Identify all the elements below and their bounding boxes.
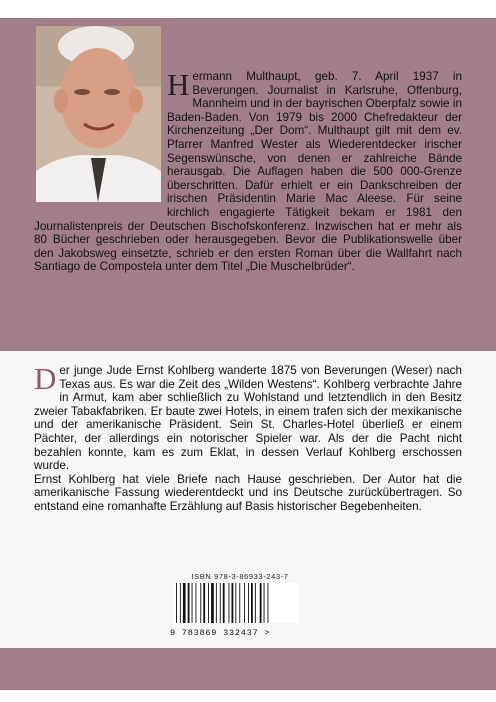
bio-drop-cap: H (167, 67, 190, 102)
barcode-bar (183, 583, 186, 623)
isbn-barcode (170, 572, 310, 638)
barcode-bar (239, 583, 240, 623)
barcode-bar (192, 583, 193, 623)
barcode-bar (200, 583, 201, 623)
barcode-bars (174, 583, 298, 623)
book-synopsis (34, 361, 462, 514)
barcode-bar (248, 583, 249, 623)
barcode-bar (211, 583, 214, 623)
barcode-bar (229, 583, 230, 623)
barcode-bar (180, 583, 181, 623)
barcode-bar (220, 583, 221, 623)
barcode-number: 9 783869 332437 (170, 628, 259, 638)
author-bio (34, 67, 462, 274)
bottom-margin (0, 690, 496, 702)
barcode-number-row (170, 628, 310, 638)
barcode-bar (203, 583, 205, 623)
synopsis-drop-cap: D (34, 361, 57, 396)
synopsis-paragraph-1 (34, 361, 462, 473)
barcode-bar (232, 583, 234, 623)
barcode-bar (264, 583, 265, 623)
isbn-label: ISBN 978-3-86933-243-7 (191, 572, 289, 581)
synopsis-text-1: er junge Jude Ernst Kohlberg wanderte 1875 von Beverungen (Weser) nach Texas aus. Es war die Zeit des „Wilden Westens“. Kohlberg verbrachte Jahre in Armut, kam aber schließlich zu Wohlstand und letztendlich in den Besitz zweier Tabakfabriken. Er baute zwei Hotels, in einem trafen sich der mexikanische und der amerikanische Präsident. Sein St. Charles-Hotel überließ er einem Pächter, der allerdings ein notorischer Spieler war. Als der die Pacht nicht bezahlen konnte, kam es zum Eklat, in dessen Verlauf Kohlberg erschossen wurde. (34, 364, 462, 473)
barcode-bar (216, 583, 217, 623)
photo-wrap-spacer (34, 70, 167, 210)
top-margin (0, 0, 496, 18)
barcode-bar (260, 583, 262, 623)
barcode-bar (196, 583, 197, 623)
barcode-end-mark: > (264, 628, 271, 638)
barcode-bar (223, 583, 225, 623)
barcode-bar (255, 583, 256, 623)
barcode-bar (244, 583, 245, 623)
synopsis-paragraph-2: Ernst Kohlberg hat viele Briefe nach Hause geschrieben. Der Autor hat die amerikanische Fassung wiederentdeckt und ins Deutsche zurückübertragen. So entstand eine romanhafte Erzählung auf Basis historischer Begebenheiten. (34, 472, 462, 513)
barcode-bar (188, 583, 190, 623)
barcode-bar (235, 583, 236, 623)
barcode-bar (208, 583, 209, 623)
barcode-bar (176, 583, 177, 623)
barcode-bar (251, 583, 253, 623)
barcode-bar (268, 583, 269, 623)
author-bio-text: ermann Multhaupt, geb. 7. April 1937 in Beverungen. Journalist in Karlsruhe, Offenburg, Mannheim und in der bayrischen Oberpfalz sowie in Baden-Baden. Von 1979 bis 2000 Chefredakteur der Kirchenzeitung „Der Dom“. Multhaupt gilt mit dem ev. Pfarrer Manfred Wester als Wiederentdecker irischer Segenswünsche, von denen er zahlreiche Bände herausgab. Die Auflagen haben die 500 000-Grenze überschritten. Dafür erhielt er ein Dankschreiben der irischen Präsidentin Marie Mac Aleese. Für seine kirchlich engagierte Tätigkeit bekam er 1981 den Journalistenpreis der Deutschen Bischofskonferenz. Inzwischen hat er mehr als 80 Bücher geschrieben oder herausgegeben. Bevor die Publikationswelle über den Jakobsweg einsetzte, schrieb er den ersten Roman über die Wallfahrt nach Santiago de Compostela unter dem Titel „Die Muschelbrüder“. (34, 70, 462, 274)
